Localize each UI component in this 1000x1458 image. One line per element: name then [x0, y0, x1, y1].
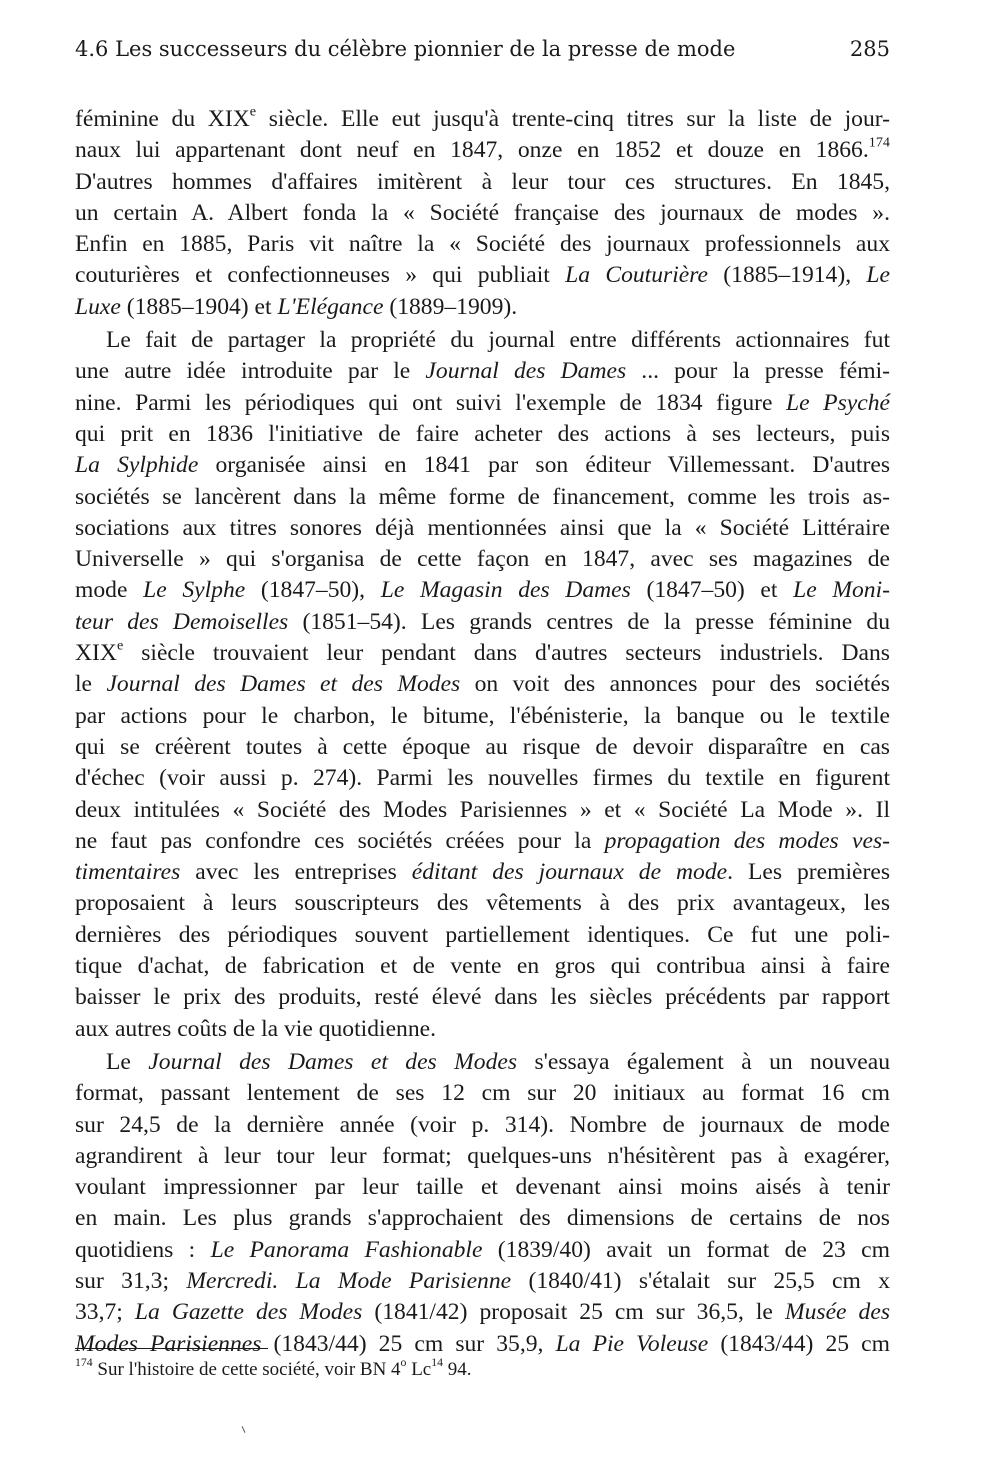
text-run: un certain A. Albert fonda la « Société française des journaux de modes ». — [75, 199, 890, 226]
text-run: (1839/40) avait un format de 23 cm — [482, 1236, 890, 1263]
text-run: proposaient à leurs souscripteurs des vêtements à des prix avantageux, les — [75, 890, 890, 917]
italic-title: La Gazette des Modes — [134, 1299, 363, 1326]
text-line — [75, 292, 890, 323]
text-line — [75, 669, 890, 700]
text-run: (1843/44) 25 cm — [708, 1330, 891, 1357]
page-number: 285 — [849, 37, 890, 61]
superscript: 174 — [868, 134, 890, 151]
text-run: une autre idée introduite par le — [75, 358, 426, 385]
italic-title: Le Psyché — [786, 389, 890, 416]
text-line — [75, 1172, 890, 1203]
text-line — [75, 1266, 890, 1297]
text-line — [75, 513, 890, 544]
text-line — [75, 857, 890, 888]
text-run: sociétés se lancèrent dans la même forme de financement, comme les trois as- — [75, 483, 890, 510]
text-line — [75, 260, 890, 291]
italic-title: Le Sylphe — [143, 577, 246, 604]
text-run: sociations aux titres sonores déjà mentionnées ainsi que la « Société Littéraire — [75, 514, 890, 541]
text-run: (1847–50) et — [630, 577, 794, 604]
text-line — [75, 607, 890, 638]
italic-title: La Sylphide — [75, 452, 199, 479]
text-line — [75, 920, 890, 951]
text-run: qui prit en 1836 l'initiative de faire acheter des actions à ses lecteurs, puis — [75, 420, 890, 447]
text-run: organisée ainsi en 1841 par son éditeur Villemessant. D'autres — [198, 452, 890, 479]
text-run: (1843/44) 25 cm sur 35,9, — [261, 1330, 556, 1357]
italic-title: Modes Parisiennes — [75, 1330, 262, 1357]
italic-title: Le Moni- — [793, 577, 890, 604]
text-line — [75, 795, 890, 826]
italic-title: propagation des modes ves- — [604, 827, 890, 854]
italic-title: L'Elégance — [277, 293, 384, 320]
body-text — [75, 104, 890, 1360]
footnote-divider — [75, 1348, 268, 1349]
text-run: naux lui appartenant dont neuf en 1847, onze en 1852 et douze en 1866. — [75, 137, 869, 164]
text-line — [75, 1078, 890, 1109]
text-run: Le fait de partager la propriété du journal entre différents actionnaires fut — [106, 327, 890, 354]
text-run: format, passant lentement de ses 12 cm sur 20 initiaux au format 16 cm — [75, 1080, 890, 1107]
text-line — [75, 638, 890, 669]
italic-title: Le Magasin des Dames — [380, 577, 631, 604]
text-run: siècle trouvaient leur pendant dans d'autres secteurs industriels. Dans — [123, 640, 890, 667]
text-run: (1840/41) s'étalait sur 25,5 cm x — [511, 1267, 890, 1294]
footnote-text: Sur l'histoire de cette société, voir BN 4 — [92, 1359, 401, 1380]
italic-title: éditant des journaux de mode — [411, 859, 728, 886]
text-run: mode — [75, 577, 144, 604]
text-line — [75, 325, 890, 356]
text-line — [75, 388, 890, 419]
text-run: quotidiens : — [75, 1236, 211, 1263]
italic-title: Musée des — [784, 1299, 890, 1326]
text-run: tique d'achat, de fabrication et de vente en gros qui contribua ainsi à faire — [75, 953, 890, 980]
text-line — [75, 167, 890, 198]
text-run: qui se créèrent toutes à cette époque au risque de devoir disparaître en cas — [75, 733, 890, 760]
text-run: (1851–54). Les grands centres de la presse féminine du — [288, 608, 890, 635]
text-run: s'essaya également à un nouveau — [517, 1048, 890, 1075]
text-run: D'autres hommes d'affaires imitèrent à leur tour ces structures. En 1845, — [75, 168, 890, 195]
text-line — [75, 356, 890, 387]
text-line — [75, 888, 890, 919]
text-line — [75, 229, 890, 260]
text-run: (1841/42) proposait 25 cm sur 36,5, le — [362, 1299, 785, 1326]
text-line — [75, 198, 890, 229]
italic-title: timentaires — [75, 859, 181, 886]
text-line — [75, 575, 890, 606]
text-run: le — [75, 671, 107, 698]
text-run: ... pour la presse fémi- — [626, 358, 891, 385]
text-line — [75, 1014, 890, 1045]
footnote-marker: 174 — [75, 1356, 93, 1370]
footnote-text: 94. — [443, 1359, 472, 1380]
stray-ink-mark — [242, 1426, 246, 1433]
text-run: XIX — [75, 640, 117, 667]
text-line — [75, 1297, 890, 1328]
text-line — [75, 701, 890, 732]
text-line — [75, 104, 890, 135]
footnote-174 — [75, 1357, 890, 1383]
italic-title: Mercredi. La Mode Parisienne — [186, 1267, 512, 1294]
text-line — [75, 450, 890, 481]
text-run: deux intitulées « Société des Modes Parisiennes » et « Société La Mode ». Il — [75, 796, 890, 823]
text-line — [75, 1110, 890, 1141]
italic-title: Journal des Dames et des Modes — [106, 671, 461, 698]
text-run: aux autres coûts de la vie quotidienne. — [75, 1015, 437, 1042]
text-line — [75, 1203, 890, 1234]
text-run: agrandirent à leur tour leur format; quelques-uns n'hésitèrent pas à exagérer, — [75, 1142, 890, 1169]
running-head-title: 4.6 Les successeurs du célèbre pionnier de la presse de mode — [75, 37, 736, 61]
text-line — [75, 1329, 890, 1360]
text-run: (1889–1909). — [383, 293, 518, 320]
text-run: d'échec (voir aussi p. 274). Parmi les nouvelles firmes du textile en figurent — [75, 765, 890, 792]
text-line — [75, 982, 890, 1013]
text-run: on voit des annonces pour des sociétés — [460, 671, 890, 698]
text-run: dernières des périodiques souvent partiellement identiques. Ce fut une poli- — [75, 921, 890, 948]
text-line — [75, 951, 890, 982]
text-run: nine. Parmi les périodiques qui ont suivi l'exemple de 1834 figure — [75, 389, 787, 416]
superscript: e — [116, 637, 124, 654]
text-run: (1847–50), — [245, 577, 381, 604]
text-run: . Les premières — [727, 859, 891, 886]
text-run: féminine du XIX — [75, 106, 250, 132]
text-run: en main. Les plus grands s'approchaient des dimensions de certains de nos — [75, 1205, 890, 1232]
text-line — [75, 1235, 890, 1266]
text-line — [75, 732, 890, 763]
footnote-degree: o — [400, 1356, 407, 1370]
text-run: siècle. Elle eut jusqu'à trente-cinq titres sur la liste de jour- — [256, 106, 890, 132]
text-run: 33,7; — [75, 1299, 135, 1326]
italic-title: Luxe — [75, 293, 121, 320]
text-run: ne faut pas confondre ces sociétés créées pour la — [75, 827, 605, 854]
text-run: par actions pour le charbon, le bitume, l'ébénisterie, la banque ou le textile — [75, 702, 890, 729]
text-line — [75, 419, 890, 450]
italic-title: La Pie Voleuse — [555, 1330, 709, 1357]
running-head — [75, 34, 890, 64]
text-run: (1885–1904) et — [120, 293, 278, 320]
superscript: e — [249, 103, 257, 120]
text-run: Universelle » qui s'organisa de cette façon en 1847, avec ses magazines de — [75, 546, 890, 573]
italic-title: Le — [866, 262, 890, 289]
text-line — [75, 544, 890, 575]
italic-title: La Couturière — [565, 262, 709, 289]
italic-title: Journal des Dames et des Modes — [148, 1048, 518, 1075]
italic-title: Journal des Dames — [425, 358, 627, 385]
text-run: Le — [106, 1048, 149, 1075]
text-run: sur 31,3; — [75, 1267, 187, 1294]
text-line — [75, 135, 890, 166]
text-run: (1885–1914), — [708, 262, 867, 289]
text-line — [75, 826, 890, 857]
text-run: sur 24,5 de la dernière année (voir p. 314). Nombre de journaux de mode — [75, 1111, 890, 1138]
text-line — [75, 482, 890, 513]
italic-title: teur des Demoiselles — [75, 608, 289, 635]
footnote-text: Lc — [406, 1359, 432, 1380]
italic-title: Le Panorama Fashionable — [210, 1236, 483, 1263]
text-run: voulant impressionner par leur taille et devenant ainsi moins aisés à tenir — [75, 1174, 890, 1201]
text-line — [75, 1141, 890, 1172]
text-run: Enfin en 1885, Paris vit naître la « Société des journaux professionnels aux — [75, 231, 890, 258]
text-run: couturières et confectionneuses » qui publiait — [75, 262, 566, 289]
text-line — [75, 763, 890, 794]
text-run: avec les entreprises — [180, 859, 412, 886]
text-run: baisser le prix des produits, resté élevé dans les siècles précédents par rapport — [75, 984, 890, 1011]
footnote-superscript: 14 — [431, 1356, 443, 1370]
text-line — [75, 1047, 890, 1078]
